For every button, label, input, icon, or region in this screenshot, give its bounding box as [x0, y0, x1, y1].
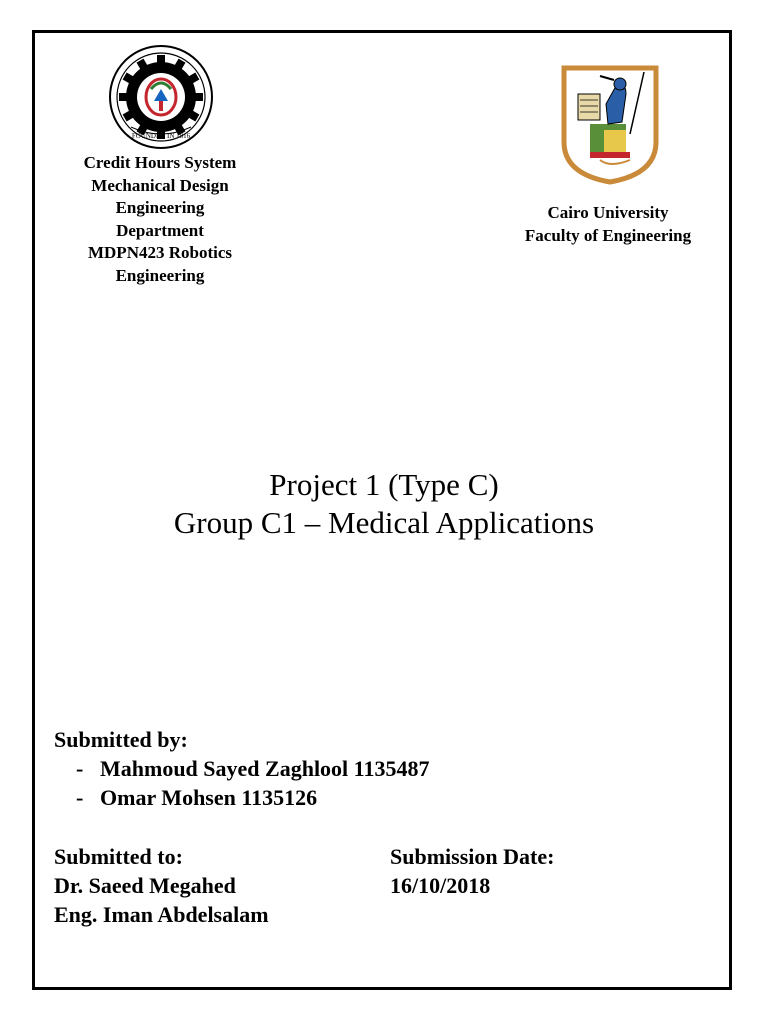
- seal-motto: FOUNDED IN 1816: [131, 132, 191, 140]
- university-name: Cairo University: [547, 203, 669, 222]
- engineering-faculty-gear-seal-icon: [106, 44, 216, 150]
- project-title: Project 1 (Type C): [269, 467, 499, 502]
- member-item: [76, 783, 317, 812]
- submission-date-section: [390, 842, 554, 900]
- submitted-to-section: [54, 842, 269, 929]
- faculty-name: Faculty of Engineering: [524, 226, 692, 245]
- department-line: MDPN423 Robotics: [87, 243, 232, 262]
- document-title: [0, 466, 768, 542]
- submitted-by-section: [54, 725, 188, 754]
- member-name: Mahmoud Sayed Zaghlool 1135487: [100, 756, 430, 781]
- department-line: Mechanical Design: [91, 175, 229, 195]
- department-line: Department: [116, 220, 204, 240]
- list-dash: -: [76, 785, 84, 810]
- department-line: Engineering: [115, 198, 205, 217]
- submission-date-label: Submission Date:: [390, 844, 555, 869]
- list-dash: -: [76, 756, 84, 781]
- submitted-by-label: Submitted by:: [54, 727, 188, 752]
- cairo-university-thoth-crest-icon: [560, 64, 660, 186]
- group-title: Group C1 – Medical Applications: [173, 505, 595, 540]
- supervisor-name: Dr. Saeed Megahed: [54, 873, 236, 898]
- submission-date-value: 16/10/2018: [390, 873, 491, 898]
- member-name: Omar Mohsen 1135126: [100, 785, 318, 810]
- university-info: [488, 201, 728, 247]
- department-line: Credit Hours System: [83, 153, 237, 172]
- department-line: Engineering: [115, 265, 205, 285]
- department-info: [52, 152, 268, 287]
- supervisor-name: Eng. Iman Abdelsalam: [54, 902, 269, 927]
- member-item: [76, 754, 429, 783]
- submitted-to-label: Submitted to:: [54, 844, 183, 869]
